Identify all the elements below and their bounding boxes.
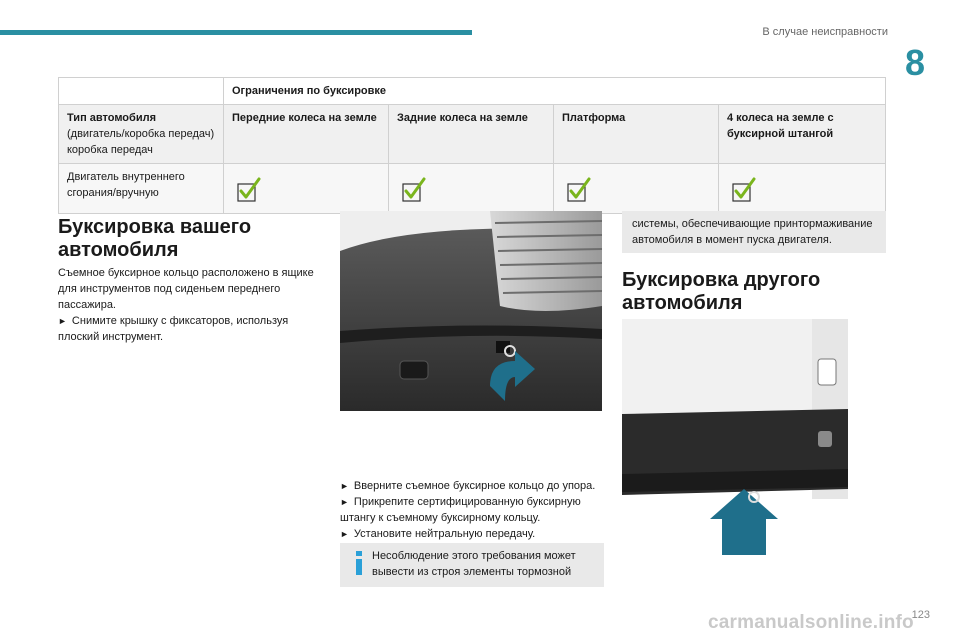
section1-step2 [340, 478, 602, 494]
table-group-header: Ограничения по буксировке [224, 78, 886, 105]
triangle-right-icon: ► [340, 529, 349, 539]
section1-intro: Съемное буксирное кольцо расположено в ящике для инструментов под сиденьем переднего пассажира. [58, 267, 314, 311]
table-cell-tow-bar [719, 164, 886, 214]
info-icon [352, 551, 366, 575]
table-cell-rear [389, 164, 554, 214]
watermark-text: carmanualsonline.info [708, 612, 914, 633]
section1-step3 [340, 494, 602, 526]
step3-text: Прикрепите сертифицированную буксирную штангу к съемному буксирному кольцу. [340, 496, 581, 524]
section-title: В случае неисправности [762, 26, 888, 38]
chapter-number: 8 [905, 42, 926, 83]
vehicle-type-label: Тип автомобиля [67, 112, 156, 124]
triangle-right-icon: ► [340, 497, 349, 507]
warning-note-continued [622, 211, 886, 253]
step4-text: Установите нейтральную передачу. [353, 528, 536, 540]
rear-illustration [622, 319, 848, 555]
table-header-front-wheels: Передние колеса на земле [224, 105, 389, 164]
step1-text: Снимите крышку с фиксаторов, используя плоский инструмент. [58, 315, 289, 343]
section2-title: Буксировка другого автомобиля [622, 269, 821, 314]
warning-continued-text: системы, обеспечивающие принтормаживание автомобиля в момент пуска двигателя. [632, 218, 873, 246]
table-header-platform: Платформа [554, 105, 719, 164]
section1-step4 [340, 526, 602, 542]
table-header-vehicle [59, 105, 224, 164]
section1-title: Буксировка вашего автомобиля [58, 216, 252, 261]
warning-text: Несоблюдение этого требования может вывести из строя элементы тормозной [372, 550, 576, 578]
step2-text: Вверните съемное буксирное кольцо до упора. [353, 480, 596, 492]
green-check-icon [566, 177, 592, 203]
green-check-icon [731, 177, 757, 203]
table-header-tow-bar: 4 колеса на земле с буксирной штангой [719, 105, 886, 164]
header-accent-line [0, 30, 472, 35]
table-corner-cell [59, 78, 224, 105]
warning-note [340, 543, 604, 587]
page-number: 123 [911, 609, 930, 621]
table-row-vehicle: Двигатель внутреннего сгорания/вручную [59, 164, 224, 214]
towing-restrictions-table [58, 77, 886, 214]
bumper-photo [340, 211, 602, 468]
rear-photo [622, 319, 848, 555]
blue-arrow-icon [710, 489, 778, 555]
table-cell-front [224, 164, 389, 214]
vehicle-type-sub2: коробка передач [67, 144, 153, 156]
green-check-icon [236, 177, 262, 203]
triangle-right-icon: ► [340, 481, 349, 491]
green-check-icon [401, 177, 427, 203]
table-header-rear-wheels: Задние колеса на земле [389, 105, 554, 164]
vehicle-type-sub1: (двигатель/коробка передач) [67, 128, 215, 140]
triangle-right-icon: ► [58, 316, 67, 326]
bumper-illustration [340, 211, 602, 468]
table-cell-platform [554, 164, 719, 214]
section1-step1 [58, 313, 320, 345]
